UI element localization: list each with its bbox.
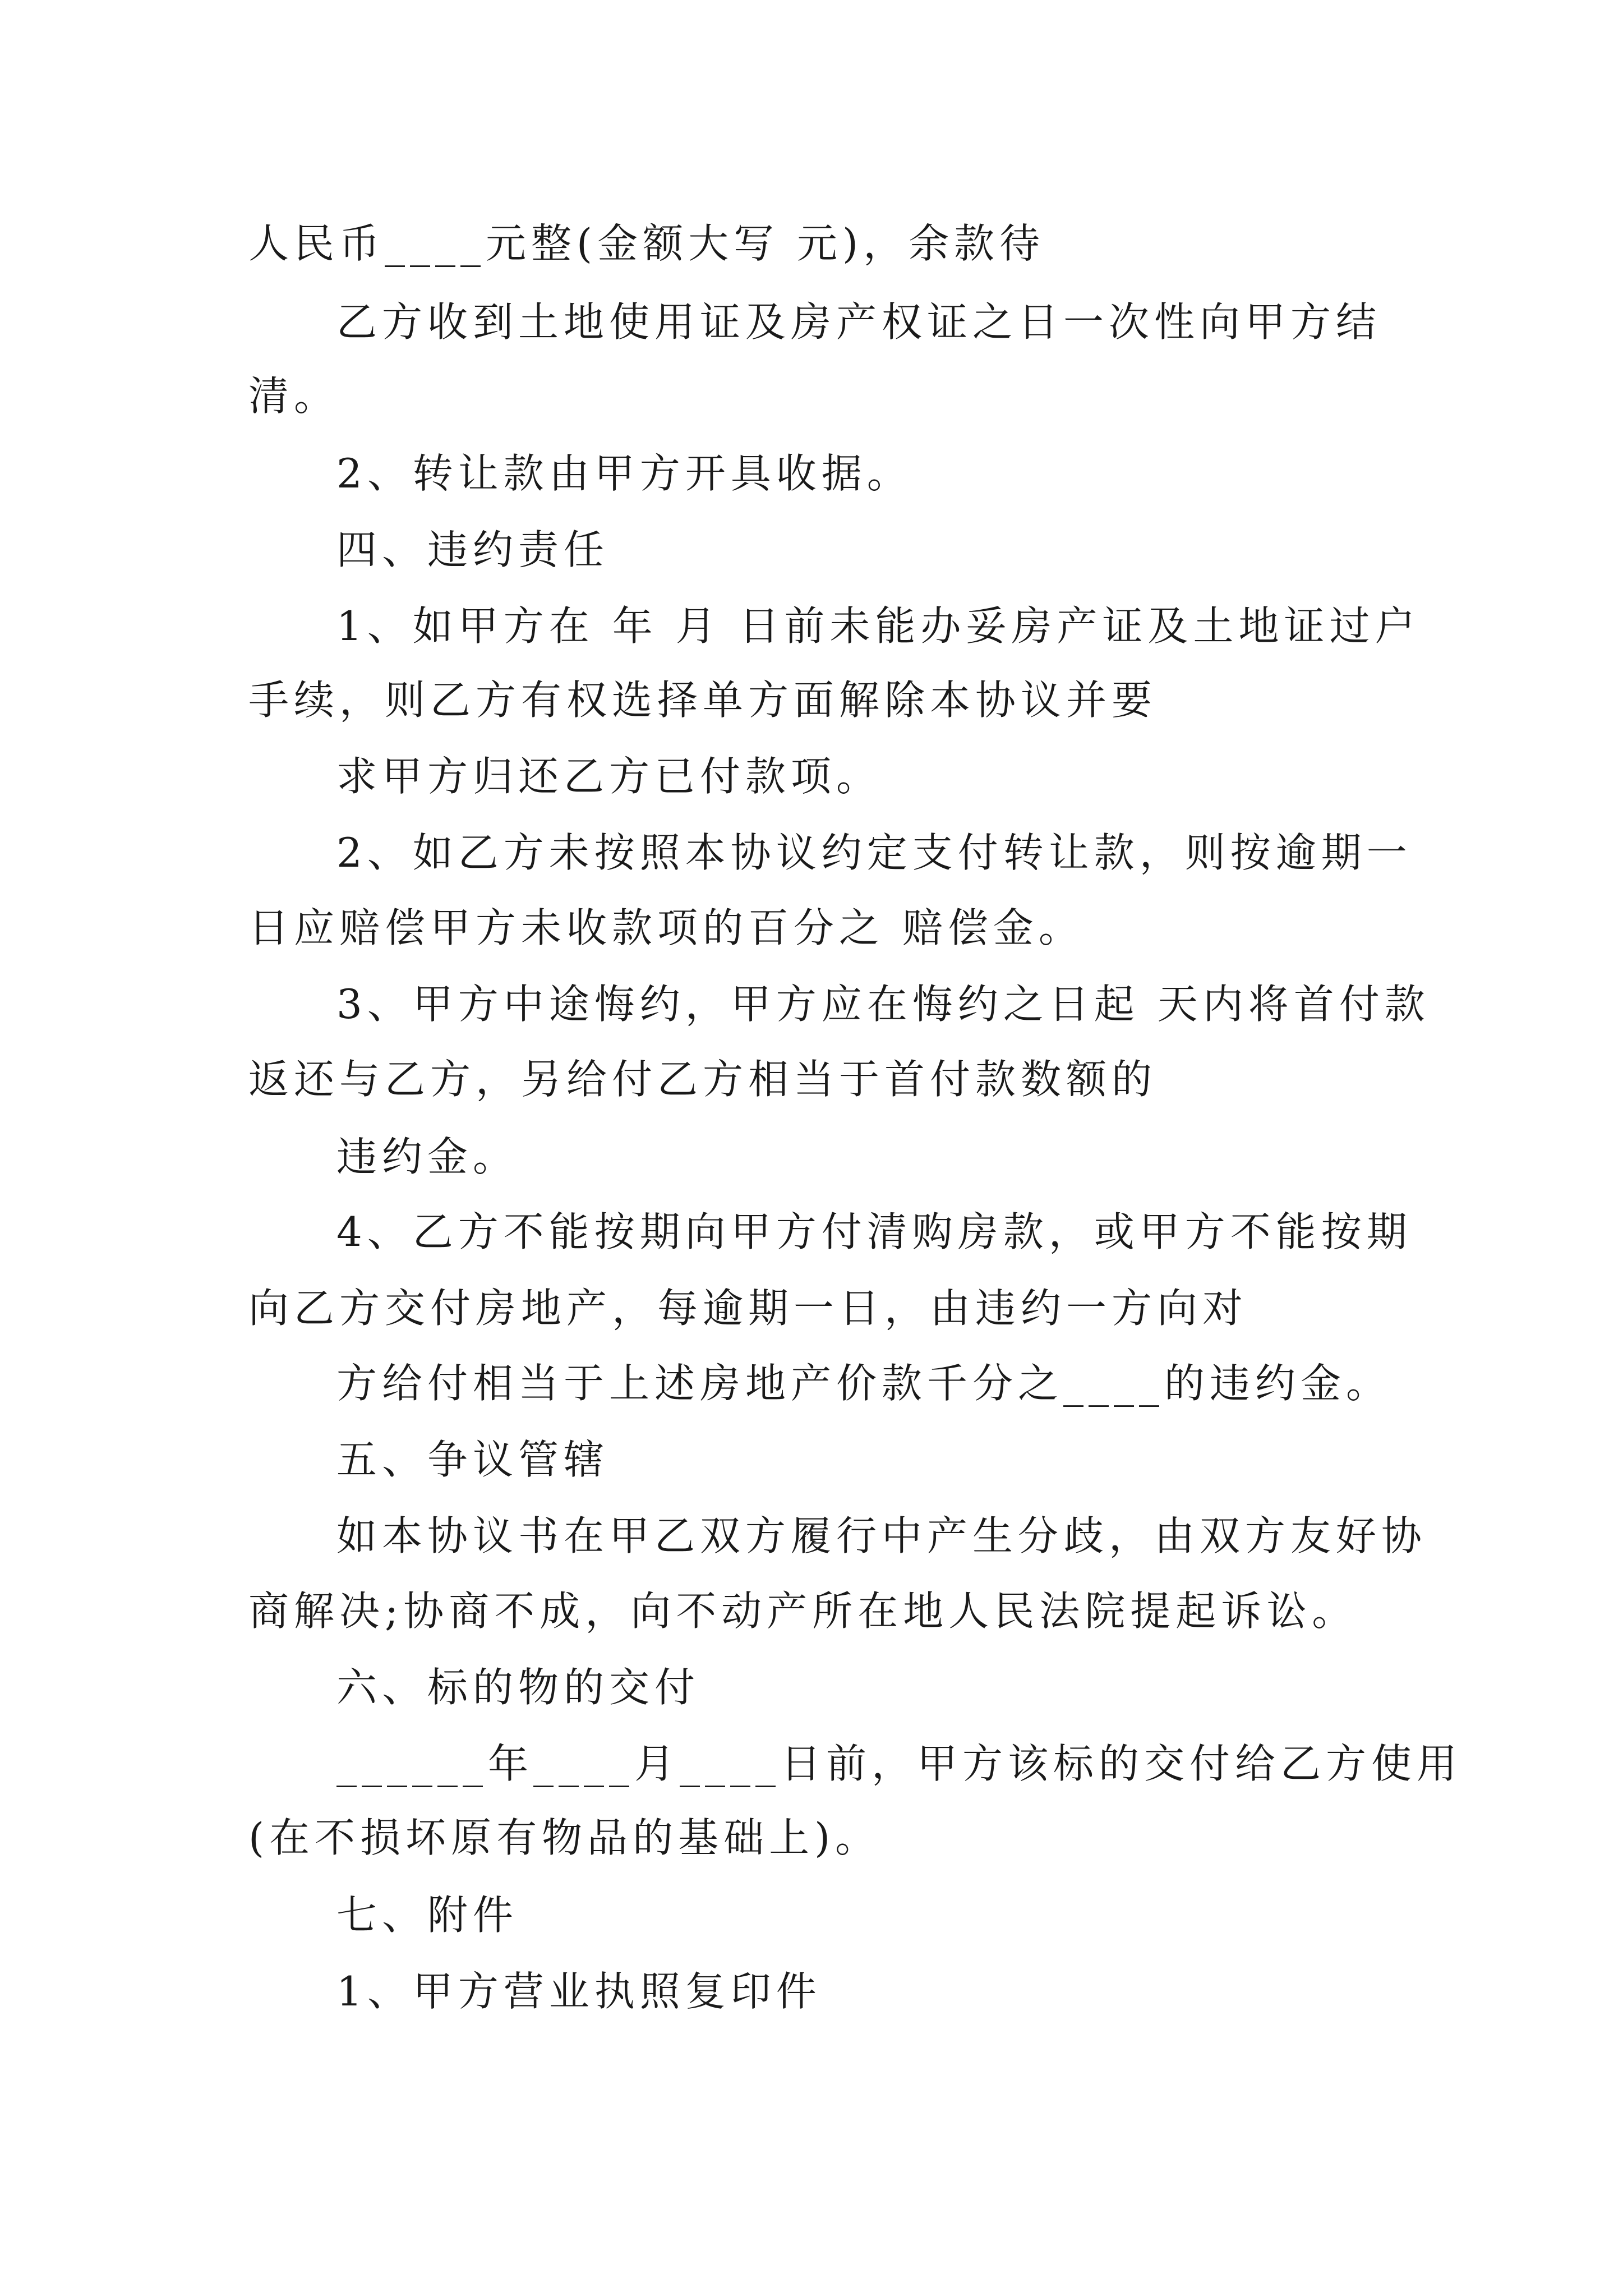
text-line: 求甲方归还乙方已付款项。	[336, 753, 882, 800]
section-heading: 七、附件	[336, 1892, 519, 1939]
text-line: 日应赔偿甲方未收款项的百分之 赔偿金。	[248, 904, 1084, 951]
text-line: 1、如甲方在 年 月 日前未能办妥房产证及土地证过户	[336, 602, 1421, 650]
text-line: 2、转让款由甲方开具收据。	[336, 450, 912, 497]
text-line: 清。	[248, 372, 340, 420]
text-line: 如本协议书在甲乙双方履行中产生分歧，由双方友好协	[336, 1512, 1427, 1559]
text-line: 4、乙方不能按期向甲方付清购房款，或甲方不能按期	[336, 1208, 1412, 1255]
text-line: 1、甲方营业执照复印件	[336, 1968, 822, 2015]
text-line: 违约金。	[336, 1133, 519, 1180]
text-line: ______年____月____日前，甲方该标的交付给乙方使用	[336, 1740, 1463, 1787]
text-line: 返还与乙方，另给付乙方相当于首付款数额的	[248, 1056, 1158, 1103]
text-line: 2、如乙方未按照本协议约定支付转让款，则按逾期一	[336, 829, 1412, 876]
section-heading: 五、争议管辖	[336, 1436, 610, 1483]
text-line: 3、甲方中途悔约，甲方应在悔约之日起 天内将首付款	[336, 981, 1430, 1028]
text-line: 向乙方交付房地产，每逾期一日，由违约一方向对	[248, 1285, 1248, 1332]
text-line: 方给付相当于上述房地产价款千分之____的违约金。	[336, 1360, 1392, 1407]
section-heading: 四、违约责任	[336, 526, 610, 573]
text-line: 商解决;协商不成，向不动产所在地人民法院提起诉讼。	[248, 1588, 1358, 1635]
text-line: 人民币____元整(金额大写 元)，余款待	[248, 220, 1045, 267]
section-heading: 六、标的物的交付	[336, 1664, 700, 1711]
text-line: (在不损坏原有物品的基础上)。	[248, 1814, 881, 1861]
text-line: 乙方收到土地使用证及房产权证之日一次性向甲方结	[336, 298, 1382, 346]
text-line: 手续，则乙方有权选择单方面解除本协议并要	[248, 677, 1158, 724]
